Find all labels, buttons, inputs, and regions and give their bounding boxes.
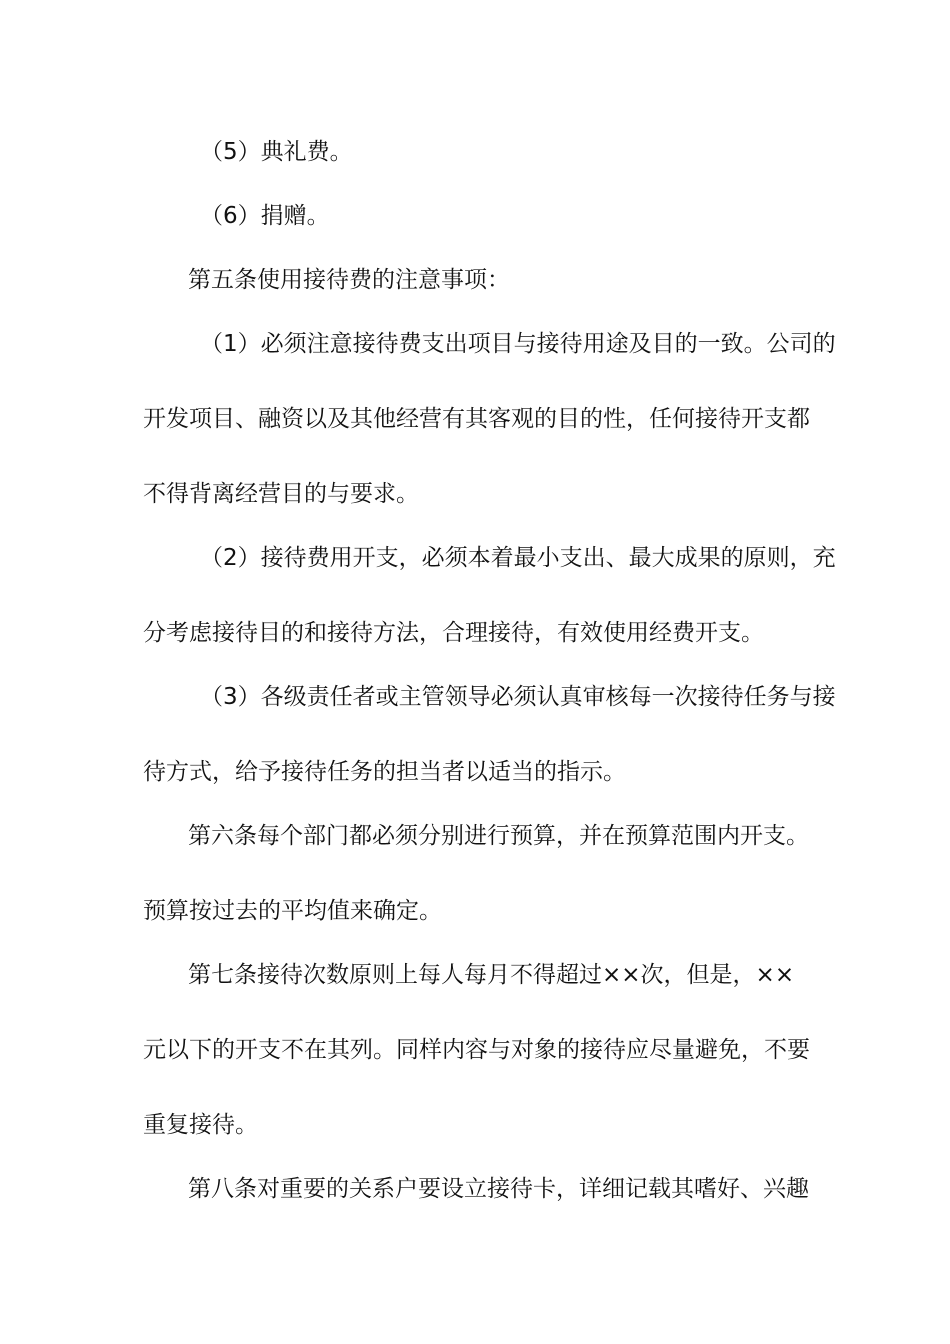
text-line-article-8a: 第八条对重要的关系户要设立接待卡，详细记载其嗜好、兴趣 <box>188 1176 809 1202</box>
text-line-item-6: （6）捐赠。 <box>200 203 330 229</box>
text-line-article-6a: 第六条每个部门都必须分别进行预算，并在预算范围内开支。 <box>188 823 809 849</box>
text-line-item-5: （5）典礼费。 <box>200 139 353 165</box>
text-line-article-5-heading: 第五条使用接待费的注意事项： <box>188 267 510 293</box>
text-line-article-5-point-1c: 不得背离经营目的与要求。 <box>143 481 419 507</box>
text-line-article-7a: 第七条接待次数原则上每人每月不得超过××次，但是，×× <box>188 962 795 988</box>
text-line-article-5-point-3b: 待方式，给予接待任务的担当者以适当的指示。 <box>143 759 626 785</box>
text-line-article-5-point-2b: 分考虑接待目的和接待方法，合理接待，有效使用经费开支。 <box>143 620 764 646</box>
text-line-article-5-point-2a: （2）接待费用开支，必须本着最小支出、最大成果的原则，充 <box>200 545 836 571</box>
text-line-article-5-point-3a: （3）各级责任者或主管领导必须认真审核每一次接待任务与接 <box>200 684 836 710</box>
text-line-article-5-point-1a: （1）必须注意接待费支出项目与接待用途及目的一致。公司的 <box>200 331 836 357</box>
text-line-article-5-point-1b: 开发项目、融资以及其他经营有其客观的目的性，任何接待开支都 <box>143 406 810 432</box>
text-line-article-6b: 预算按过去的平均值来确定。 <box>143 898 442 924</box>
text-line-article-7b: 元以下的开支不在其列。同样内容与对象的接待应尽量避免，不要 <box>143 1037 810 1063</box>
text-line-article-7c: 重复接待。 <box>143 1112 258 1138</box>
